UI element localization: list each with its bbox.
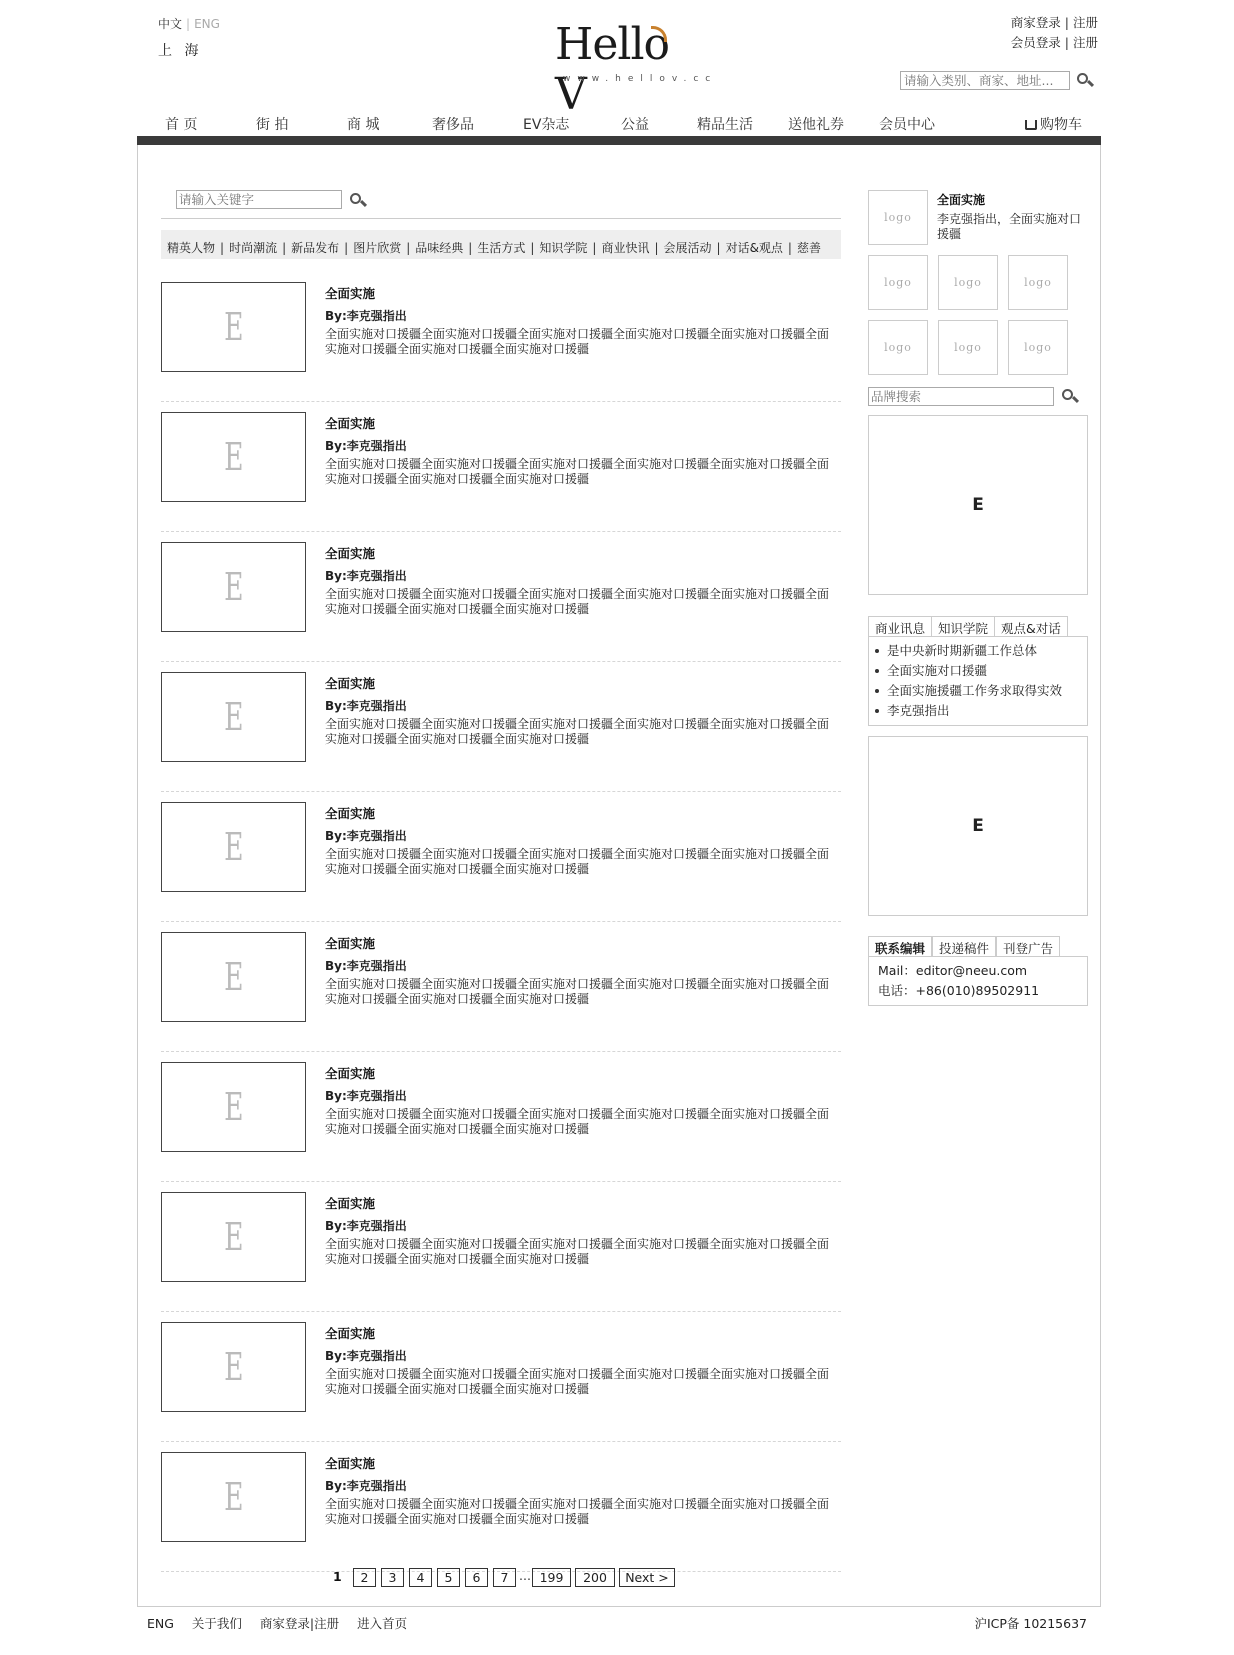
member-register-link[interactable]: 注册 xyxy=(1072,35,1098,50)
article-item xyxy=(161,922,841,1052)
article-summary: 全面实施对口援疆全面实施对口援疆全面实施对口援疆全面实施对口援疆全面实施对口援疆全面实施对口援疆全面实施对口援疆全面实施对口援疆 xyxy=(325,977,830,1006)
page-link[interactable]: 3 xyxy=(381,1568,404,1587)
logo-placeholder: logo xyxy=(1024,276,1052,289)
article-summary: 全面实施对口援疆全面实施对口援疆全面实施对口援疆全面实施对口援疆全面实施对口援疆全面实施对口援疆全面实施对口援疆全面实施对口援疆 xyxy=(325,327,830,356)
article-author: By:李克强指出 xyxy=(325,1089,407,1103)
category-bar: 精英人物 | 时尚潮流 | 新品发布 | 图片欣赏 | 品味经典 | 生活方式 | 知识学院 | 商业快讯 | 会展活动 | 对话&观点 | 慈善 xyxy=(161,230,841,259)
category-lifestyle[interactable]: 生活方式 xyxy=(477,241,526,255)
contact-phone: 电话：+86(010)89502911 xyxy=(878,983,1040,998)
ad-placeholder: E xyxy=(972,495,984,515)
nav-mall[interactable]: 商 城 xyxy=(347,117,380,133)
sidebar-ad-bottom[interactable] xyxy=(868,736,1088,916)
tab-knowledge[interactable]: 知识学院 xyxy=(931,616,995,636)
ad-placeholder: E xyxy=(972,816,984,836)
article-author: By:李克强指出 xyxy=(325,829,407,843)
category-business-news[interactable]: 商业快讯 xyxy=(601,241,650,255)
article-item xyxy=(161,792,841,922)
article-thumbnail[interactable] xyxy=(161,672,306,762)
news-item[interactable]: 李克强指出 xyxy=(869,701,1087,721)
nav-charity[interactable]: 公益 xyxy=(621,117,649,133)
article-thumbnail[interactable] xyxy=(161,1322,306,1412)
merchant-login-link[interactable]: 商家登录 xyxy=(1010,15,1061,30)
account-links xyxy=(1011,13,1098,53)
tab-advertise[interactable]: 刊登广告 xyxy=(996,936,1060,956)
article-summary: 全面实施对口援疆全面实施对口援疆全面实施对口援疆全面实施对口援疆全面实施对口援疆全面实施对口援疆全面实施对口援疆全面实施对口援疆 xyxy=(325,1367,830,1396)
page-link[interactable]: 199 xyxy=(532,1568,571,1587)
site-search-input[interactable] xyxy=(900,71,1070,90)
contact-mail[interactable]: Mail：editor@neeu.com xyxy=(878,963,1028,978)
lang-chinese-link[interactable]: 中文 xyxy=(158,17,183,31)
thumbnail-placeholder: E xyxy=(223,435,244,479)
nav-street-snap[interactable]: 街 拍 xyxy=(256,117,289,133)
category-elite-people[interactable]: 精英人物 xyxy=(167,241,216,255)
article-thumbnail[interactable] xyxy=(161,542,306,632)
logo-placeholder: logo xyxy=(884,211,912,224)
divider xyxy=(161,218,841,219)
page-link[interactable]: 6 xyxy=(465,1568,488,1587)
article-summary: 全面实施对口援疆全面实施对口援疆全面实施对口援疆全面实施对口援疆全面实施对口援疆全面实施对口援疆全面实施对口援疆全面实施对口援疆 xyxy=(325,717,830,746)
footer-eng-link[interactable]: ENG xyxy=(147,1616,174,1631)
nav-cart[interactable] xyxy=(1025,114,1082,134)
article-title[interactable]: 全面实施 xyxy=(325,1456,376,1471)
thumbnail-placeholder: E xyxy=(223,825,244,869)
footer-home-link[interactable]: 进入首页 xyxy=(357,1616,408,1631)
main-nav xyxy=(137,112,1101,136)
thumbnail-placeholder: E xyxy=(223,955,244,999)
article-author: By:李克强指出 xyxy=(325,699,407,713)
language-switcher xyxy=(158,15,220,32)
brand-logo[interactable] xyxy=(868,255,928,310)
article-title[interactable]: 全面实施 xyxy=(325,546,376,561)
article-thumbnail[interactable] xyxy=(161,932,306,1022)
page-link[interactable]: 7 xyxy=(493,1568,516,1587)
article-summary: 全面实施对口援疆全面实施对口援疆全面实施对口援疆全面实施对口援疆全面实施对口援疆全面实施对口援疆全面实施对口援疆全面实施对口援疆 xyxy=(325,1497,830,1526)
separator: | xyxy=(1064,35,1069,50)
article-title[interactable]: 全面实施 xyxy=(325,1066,376,1081)
nav-bar-underline xyxy=(137,136,1101,145)
article-summary: 全面实施对口援疆全面实施对口援疆全面实施对口援疆全面实施对口援疆全面实施对口援疆全面实施对口援疆全面实施对口援疆全面实施对口援疆 xyxy=(325,457,830,486)
brand-search-input[interactable] xyxy=(868,387,1054,406)
category-dialogue[interactable]: 对话&观点 xyxy=(725,241,783,255)
news-item[interactable]: 全面实施对口援疆 xyxy=(869,661,1087,681)
thumbnail-placeholder: E xyxy=(223,565,244,609)
sidebar-ad-top[interactable] xyxy=(868,415,1088,595)
brand-logo[interactable] xyxy=(1008,320,1068,375)
article-thumbnail[interactable] xyxy=(161,1452,306,1542)
thumbnail-placeholder: E xyxy=(223,1345,244,1389)
article-summary: 全面实施对口援疆全面实施对口援疆全面实施对口援疆全面实施对口援疆全面实施对口援疆全面实施对口援疆全面实施对口援疆全面实施对口援疆 xyxy=(325,847,830,876)
category-exhibitions[interactable]: 会展活动 xyxy=(663,241,712,255)
article-title[interactable]: 全面实施 xyxy=(325,806,376,821)
featured-brand-logo[interactable] xyxy=(868,190,928,245)
separator: | xyxy=(1064,15,1069,30)
article-author: By:李克强指出 xyxy=(325,1219,407,1233)
page-link[interactable]: 5 xyxy=(437,1568,460,1587)
contact-panel xyxy=(868,956,1088,1006)
page-link[interactable]: 2 xyxy=(353,1568,376,1587)
logo-placeholder: logo xyxy=(884,276,912,289)
city-selector[interactable]: 上 海 xyxy=(158,43,203,59)
article-thumbnail[interactable] xyxy=(161,282,306,372)
article-summary: 全面实施对口援疆全面实施对口援疆全面实施对口援疆全面实施对口援疆全面实施对口援疆全面实施对口援疆全面实施对口援疆全面实施对口援疆 xyxy=(325,1107,830,1136)
icp-number: 沪ICP备 10215637 xyxy=(974,1616,1087,1631)
thumbnail-placeholder: E xyxy=(223,1085,244,1129)
article-summary: 全面实施对口援疆全面实施对口援疆全面实施对口援疆全面实施对口援疆全面实施对口援疆全面实施对口援疆全面实施对口援疆全面实施对口援疆 xyxy=(325,1237,830,1266)
article-title[interactable]: 全面实施 xyxy=(325,676,376,691)
brand-logo[interactable] xyxy=(868,320,928,375)
article-author: By:李克强指出 xyxy=(325,959,407,973)
nav-ev-magazine[interactable]: EV杂志 xyxy=(523,117,570,133)
keyword-search-icon[interactable] xyxy=(350,193,366,209)
article-title[interactable]: 全面实施 xyxy=(325,416,376,431)
article-title[interactable]: 全面实施 xyxy=(325,1196,376,1211)
logo-placeholder: logo xyxy=(884,341,912,354)
tab-submit-article[interactable]: 投递稿件 xyxy=(932,936,996,956)
lang-separator: | xyxy=(186,17,191,31)
article-author: By:李克强指出 xyxy=(325,1349,407,1363)
article-author: By:李克强指出 xyxy=(325,1479,407,1493)
next-page-button[interactable]: Next > xyxy=(619,1568,675,1587)
news-panel xyxy=(868,636,1088,726)
keyword-search-input[interactable] xyxy=(176,190,342,209)
category-new-release[interactable]: 新品发布 xyxy=(291,241,340,255)
brand-logo[interactable] xyxy=(938,320,998,375)
tab-contact-editor[interactable]: 联系编辑 xyxy=(868,936,932,956)
category-classic[interactable]: 品味经典 xyxy=(415,241,464,255)
thumbnail-placeholder: E xyxy=(223,695,244,739)
footer-merchant-link[interactable]: 商家登录|注册 xyxy=(259,1616,340,1631)
article-item xyxy=(161,662,841,792)
thumbnail-placeholder: E xyxy=(223,305,244,349)
site-logo[interactable] xyxy=(555,19,718,120)
article-thumbnail[interactable] xyxy=(161,802,306,892)
merchant-register-link[interactable]: 注册 xyxy=(1072,15,1098,30)
nav-member-center[interactable]: 会员中心 xyxy=(879,117,935,133)
category-charity[interactable]: 慈善 xyxy=(796,241,821,255)
brand-search-icon[interactable] xyxy=(1062,389,1078,405)
nav-boutique-life[interactable]: 精品生活 xyxy=(697,117,753,133)
category-fashion[interactable]: 时尚潮流 xyxy=(229,241,278,255)
pagination-ellipsis: ... xyxy=(519,1568,531,1583)
thumbnail-placeholder: E xyxy=(223,1215,244,1259)
category-knowledge[interactable]: 知识学院 xyxy=(539,241,588,255)
article-title[interactable]: 全面实施 xyxy=(325,1326,376,1341)
article-author: By:李克强指出 xyxy=(325,569,407,583)
logo-url: www.hellov.cc xyxy=(563,74,718,84)
article-summary: 全面实施对口援疆全面实施对口援疆全面实施对口援疆全面实施对口援疆全面实施对口援疆全面实施对口援疆全面实施对口援疆全面实施对口援疆 xyxy=(325,587,830,616)
featured-title[interactable]: 全面实施 xyxy=(937,193,986,207)
article-thumbnail[interactable] xyxy=(161,1062,306,1152)
page-link[interactable]: 4 xyxy=(409,1568,432,1587)
page-link[interactable]: 200 xyxy=(575,1568,615,1587)
article-thumbnail[interactable] xyxy=(161,1192,306,1282)
article-thumbnail[interactable] xyxy=(161,412,306,502)
thumbnail-placeholder: E xyxy=(223,1475,244,1519)
brand-logo[interactable] xyxy=(1008,255,1068,310)
nav-home[interactable]: 首 页 xyxy=(165,117,198,133)
article-item xyxy=(161,1182,841,1312)
nav-gift-voucher[interactable]: 送他礼券 xyxy=(788,117,844,133)
tab-business-news[interactable]: 商业讯息 xyxy=(868,616,932,636)
news-item[interactable]: 是中央新时期新疆工作总体 xyxy=(869,641,1087,661)
footer-links xyxy=(147,1614,421,1632)
article-author: By:李克强指出 xyxy=(325,439,407,453)
article-item xyxy=(161,272,841,402)
featured-text: 李克强指出，全面实施对口援疆 xyxy=(937,212,1082,241)
lang-english-link[interactable]: ENG xyxy=(194,17,220,31)
cart-label: 购物车 xyxy=(1040,117,1082,133)
logo-placeholder: logo xyxy=(954,276,982,289)
logo-placeholder: logo xyxy=(954,341,982,354)
article-title[interactable]: 全面实施 xyxy=(325,286,376,301)
cart-icon xyxy=(1025,120,1037,130)
nav-luxury[interactable]: 奢侈品 xyxy=(432,117,474,133)
news-item[interactable]: 全面实施援疆工作务求取得实效 xyxy=(869,681,1087,701)
site-search-icon[interactable] xyxy=(1077,73,1093,89)
article-author: By:李克强指出 xyxy=(325,309,407,323)
page-current: 1 xyxy=(333,1569,342,1584)
logo-text: Hello V xyxy=(555,19,670,120)
article-item xyxy=(161,532,841,662)
article-item xyxy=(161,1052,841,1182)
article-item xyxy=(161,1312,841,1442)
article-item xyxy=(161,402,841,532)
brand-logo[interactable] xyxy=(938,255,998,310)
footer-about-link[interactable]: 关于我们 xyxy=(191,1616,242,1631)
member-login-link[interactable]: 会员登录 xyxy=(1010,35,1061,50)
article-item xyxy=(161,1442,841,1572)
article-title[interactable]: 全面实施 xyxy=(325,936,376,951)
category-pictures[interactable]: 图片欣赏 xyxy=(353,241,402,255)
logo-placeholder: logo xyxy=(1024,341,1052,354)
tab-dialogue[interactable]: 观点&对话 xyxy=(994,616,1068,636)
